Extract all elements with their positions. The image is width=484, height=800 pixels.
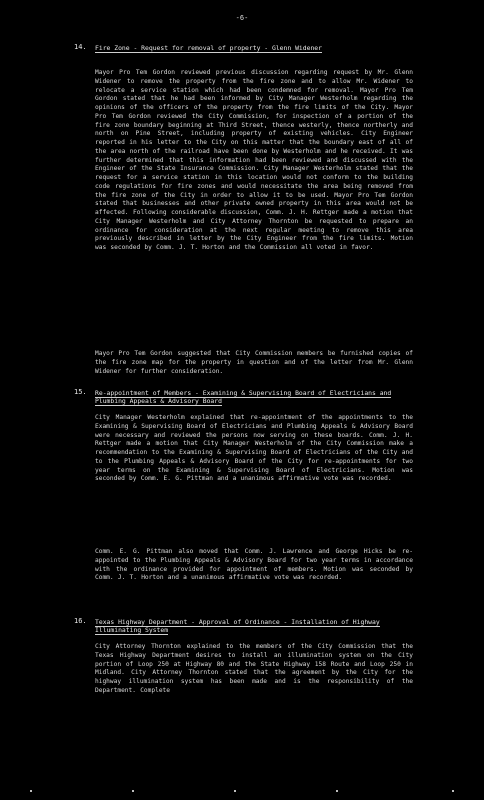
paragraph: Mayor Pro Tem Gordon reviewed previous discussion regarding request by Mr. Glenn Widener to remove the property from the fire zone and to allow Mr. Widener to relocate a service station which had been condemned for removal. Mayor Pro Tem Gordon stated that he had been informed by City Manager Westerholm regarding the opinions of the officers of the property from the fire limits of the City. Mayor Pro Tem Gordon reviewed the City Commission, for inspection of a portion of the fire zone boundary beginning at Third Street, thence westerly, thence northerly and north on Pine Street, including property of existing vehicles. City Engineer reported in his letter to the City on this matter that the boundary east of all of the area north of the railroad have been done by Westerholm and he received. It was further determined that this information had been reviewed and discussed with the Engineer of the State Insurance Commission. City Manager Westerholm stated that the request for a service station in this location would not conform to the building code regulations for fire zones and would necessitate the area being removed from the fire zone of the City in order to allow it to be used. Mayor Pro Tem Gordon stated that businesses and other private owned property in this area would not be affected. Following considerable discussion, Comm. J. H. Rettger made a motion that City Manager Westerholm and City Attorney Thornton be requested to prepare an ordinance for consideration at the next regular meeting to remove this area previously described in letter by the City Engineer from the fire limits. Motion was seconded by Comm. J. T. Horton and the Commission all voted in favor.	[95, 69, 413, 251]
section-number: 14.	[74, 43, 87, 51]
section-title	[95, 44, 415, 52]
section-title-text: Texas Highway Department - Approval of Ordinance - Installation of Highway Illuminating System	[95, 618, 380, 634]
paragraph: City Attorney Thornton explained to the members of the City Commission that the Texas Highway Department desires to install an illumination system on the City portion of Loop 250 at Highway 80 and the State Highway 158 Route and Loop 250 in Midland. City Attorney Thornton stated that the agreement by the City for the highway illumination system has been made and is the responsibility of the Department. Complete	[95, 643, 413, 694]
section-number: 15.	[74, 388, 87, 396]
section-title-text: Fire Zone - Request for removal of property - Glenn Widener	[95, 44, 323, 52]
scan-artifacts	[0, 790, 484, 794]
section-title	[95, 618, 415, 634]
page-number: -6-	[235, 14, 249, 22]
section-title-text: Re-appointment of Members - Examining & Supervising Board of Electricians and Plumbing Appeals & Advisory Board	[95, 389, 392, 405]
paragraph: City Manager Westerholm explained that re-appointment of the appointments to the Examining & Supervising Board of Electricians and Plumbing Appeals & Advisory Board were necessary and reviewed the persons now serving on these boards. Comm. J. H. Rettger made a motion that City Manager Westerholm of the City Commission make a recommendation to the Examining & Supervising Board of Electricians of the City and to the Plumbing Appeals & Advisory Board of the City for re-appointments for two year terms on the Examining & Supervising Board of Electricians. Motion was seconded by Comm. E. G. Pittman and a unanimous affirmative vote was recorded.	[95, 414, 413, 483]
paragraph: Comm. E. G. Pittman also moved that Comm. J. Lawrence and George Hicks be re-appointed to the Plumbing Appeals & Advisory Board for two year terms in accordance with the ordinance provided for appointment of members. Motion was seconded by Comm. J. T. Horton and a unanimous affirmative vote was recorded.	[95, 548, 413, 582]
paragraph: Mayor Pro Tem Gordon suggested that City Commission members be furnished copies of the fire zone map for the property in question and of the letter from Mr. Glenn Widener for further consideration.	[95, 350, 413, 375]
section-title	[95, 389, 415, 405]
section-number: 16.	[74, 617, 87, 625]
